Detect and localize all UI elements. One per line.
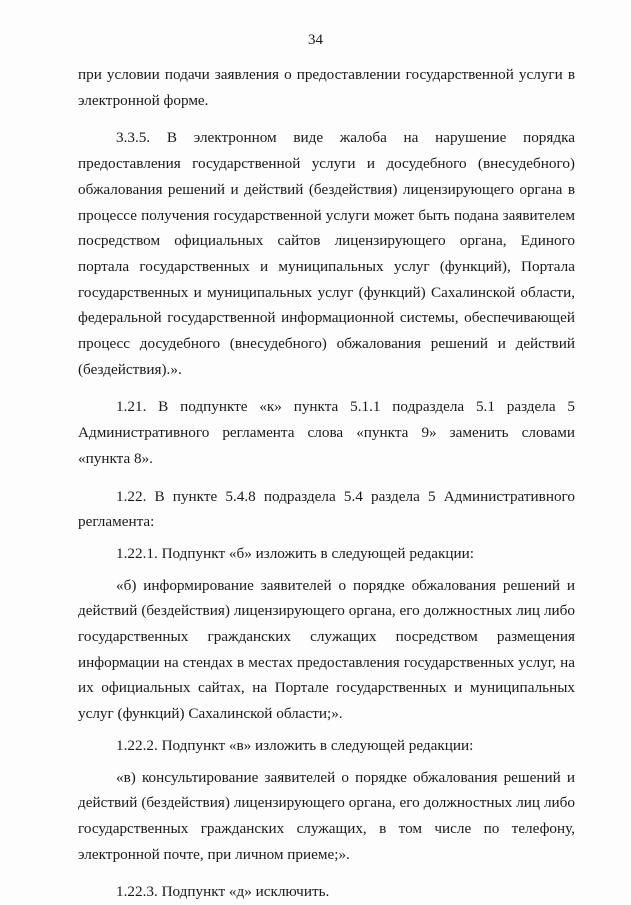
page-number: 34 [308, 32, 323, 48]
paragraph-1-21: 1.21. В подпункте «к» пункта 5.1.1 подраздела 5.1 раздела 5 Административного регламента слова «пункта 9» заменить словами «пункта 8». [78, 398, 575, 467]
paragraph-subitem-v: «в) консультирование заявителей о порядке обжалования решений и действий (бездействия) лицензирующего органа, его должностных лиц либо государственных гражданских служащих, в том числе по телефону, электронной почте, при личном приеме;». [78, 768, 575, 863]
paragraph-subitem-b: «б) информирование заявителей о порядке обжалования решений и действий (бездействия) лицензирующего органа, его должностных лиц либо государственных гражданских служащих посредством размещения информации на стендах в местах предоставления государственных услуг, на их официальных сайтах, на Портале государственных и муниципальных услуг (функций) Сахалинской области;». [78, 576, 575, 723]
paragraph-1-22: 1.22. В пункте 5.4.8 подраздела 5.4 раздела 5 Административного регламента: [78, 487, 575, 531]
paragraph-1-22-2: 1.22.2. Подпункт «в» изложить в следующей редакции: [116, 736, 474, 754]
paragraph-3-3-5: 3.3.5. В электронном виде жалоба на нарушение порядка предоставления государственной услуги и досудебного (внесудебного) обжалования решений и действий (бездействия) лицензирующего органа в процессе получения государственной услуги может быть подана заявителем посредством официальных сайтов лицензирующего органа, Единого портала государственных и муниципальных услуг (функций), Портала государственных и муниципальных услуг (функций) Сахалинской области, федеральной государственной информационной системы, обеспечивающей процесс досудебного (внесудебного) обжалования решений и действий (бездействия).». [78, 129, 575, 378]
paragraph-1-22-3: 1.22.3. Подпункт «д» исключить. [116, 883, 330, 901]
document-body [78, 62, 575, 905]
paragraph-1-22-1: 1.22.1. Подпункт «б» изложить в следующей редакции: [116, 544, 474, 562]
paragraph-continuation: при условии подачи заявления о предоставлении государственной услуги в электронной форме. [78, 66, 575, 109]
